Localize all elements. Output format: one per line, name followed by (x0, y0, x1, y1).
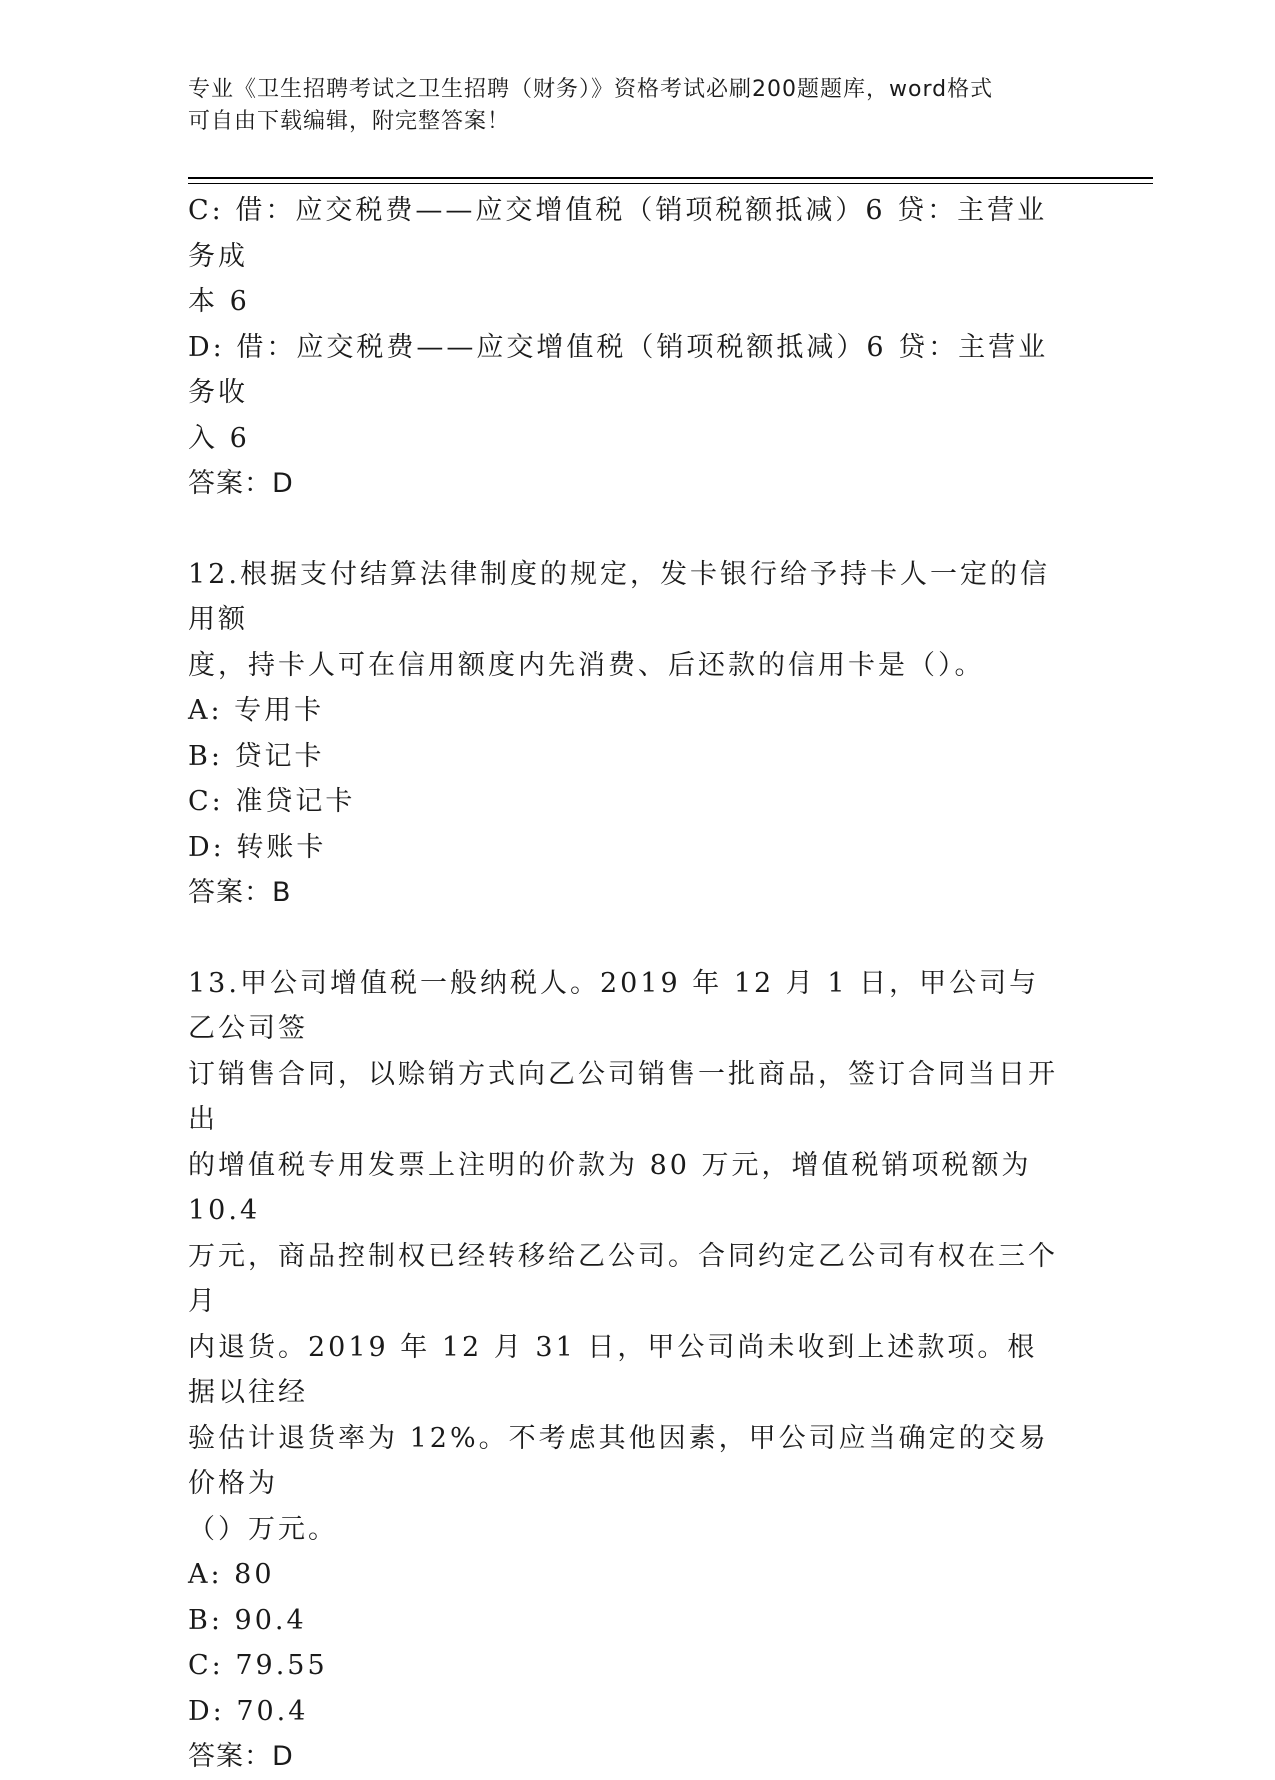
question-stem-line: （）万元。 (188, 1513, 338, 1545)
header-rule-thick (188, 177, 1153, 179)
header-line-1: 专业《卫生招聘考试之卫生招聘（财务）》资格考试必刷200题题库，word格式 (188, 77, 994, 102)
option-a: A: 专用卡 (188, 695, 325, 726)
option-d: D: 70.4 (188, 1695, 309, 1727)
question-stem-line: 内退货。2019 年 12 月 31 日，甲公司尚未收到上述款项。根据以往经 (188, 1331, 1038, 1408)
question-12 (188, 552, 1058, 916)
question-stem-line: 订销售合同，以赊销方式向乙公司销售一批商品，签订合同当日开出 (188, 1058, 1058, 1135)
header-rule-thin (188, 183, 1153, 184)
option-c: C: 79.55 (188, 1650, 328, 1681)
question-stem-line: 验估计退货率为 12%。不考虑其他因素，甲公司应当确定的交易价格为 (188, 1422, 1049, 1499)
question-13 (188, 961, 1058, 1780)
question-stem-line: 万元，商品控制权已经转移给乙公司。合同约定乙公司有权在三个月 (188, 1240, 1058, 1317)
question-stem-line: 的增值税专用发票上注明的价款为 80 万元，增值税销项税额为 10.4 (188, 1149, 1032, 1226)
option-b: B: 贷记卡 (188, 740, 325, 772)
option-c: C: 准贷记卡 (188, 786, 356, 817)
previous-question-continuation (188, 188, 1058, 507)
answer-line: 答案：D (188, 468, 294, 499)
option-d-line-1: D: 借：应交税费——应交增值税（销项税额抵减）6 贷：主营业务收 (188, 331, 1049, 408)
header-line-2: 可自由下载编辑，附完整答案！ (188, 109, 511, 134)
answer-line: 答案：B (188, 877, 292, 908)
document-header (188, 74, 1058, 138)
option-c-line-2: 本 6 (188, 286, 250, 317)
answer-line: 答案：D (188, 1741, 294, 1772)
question-stem-line: 12.根据支付结算法律制度的规定，发卡银行给予持卡人一定的信用额 (188, 558, 1050, 635)
option-b: B: 90.4 (188, 1604, 307, 1636)
option-a: A: 80 (188, 1559, 275, 1590)
option-c-line-1: C: 借：应交税费——应交增值税（销项税额抵减）6 贷：主营业务成 (188, 195, 1048, 272)
question-stem-line: 13.甲公司增值税一般纳税人。2019 年 12 月 1 日，甲公司与乙公司签 (188, 967, 1040, 1044)
option-d-line-2: 入 6 (188, 422, 250, 454)
spacer (188, 507, 1058, 552)
spacer (188, 916, 1058, 961)
question-stem-line: 度，持卡人可在信用额度内先消费、后还款的信用卡是（）。 (188, 649, 985, 681)
option-d: D: 转账卡 (188, 831, 327, 863)
document-content (188, 188, 1058, 1780)
